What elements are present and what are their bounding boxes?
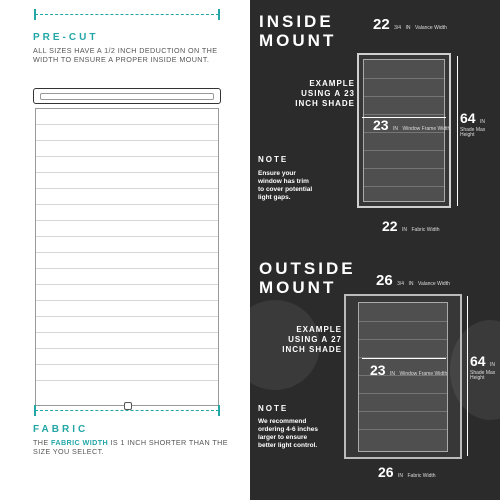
shade-fabric (35, 108, 219, 406)
precut-title: PRE-CUT (33, 32, 99, 43)
inside-fabric-width: 22 IN Fabric Width (382, 218, 440, 234)
outside-fabric-width: 26 IN Fabric Width (378, 464, 436, 480)
outside-note-title: NOTE (258, 404, 289, 413)
inside-shade-height: 64 IN Shade Max Height (460, 110, 486, 138)
outside-shade-height: 64 IN Shade Max Height (470, 353, 496, 381)
fabric-tick-right (218, 405, 220, 416)
fabric-title: FABRIC (33, 424, 89, 435)
outside-mount-title: OUTSIDE MOUNT (259, 259, 356, 297)
inside-note-text: Ensure your window has trim to cover potential light gaps. (258, 170, 313, 201)
outside-note-text: We recommend ordering 4-6 inches larger to ensure better light control. (258, 418, 318, 449)
inside-note-title: NOTE (258, 155, 289, 164)
inside-mount-title: INSIDE MOUNT (259, 12, 337, 50)
outside-frame-width: 23 IN Window Frame Width (370, 362, 448, 378)
inside-example: EXAMPLE USING A 23 INCH SHADE (295, 79, 355, 108)
fabric-tick-left (34, 405, 36, 416)
pull-handle-icon (124, 402, 132, 410)
shade-headrail (33, 88, 221, 104)
precut-dimension-line (35, 14, 219, 15)
inside-valance-width: 22 3/4 IN Valance Width (373, 16, 447, 33)
fabric-text: THE FABRIC WIDTH IS 1 INCH SHORTER THAN THE SIZE YOU SELECT. (33, 438, 228, 456)
precut-tick-left (34, 9, 36, 20)
right-panel (250, 0, 500, 500)
fabric-dimension-line (35, 410, 219, 411)
outside-valance-width: 26 3/4 IN Valance Width (376, 272, 450, 289)
inside-frame-width: 23 IN Window Frame Width (373, 117, 451, 133)
precut-text: ALL SIZES HAVE A 1/2 INCH DEDUCTION ON THE WIDTH TO ENSURE A PROPER INSIDE MOUNT. (33, 46, 218, 64)
outside-example: EXAMPLE USING A 27 INCH SHADE (282, 325, 342, 354)
precut-tick-right (218, 9, 220, 20)
